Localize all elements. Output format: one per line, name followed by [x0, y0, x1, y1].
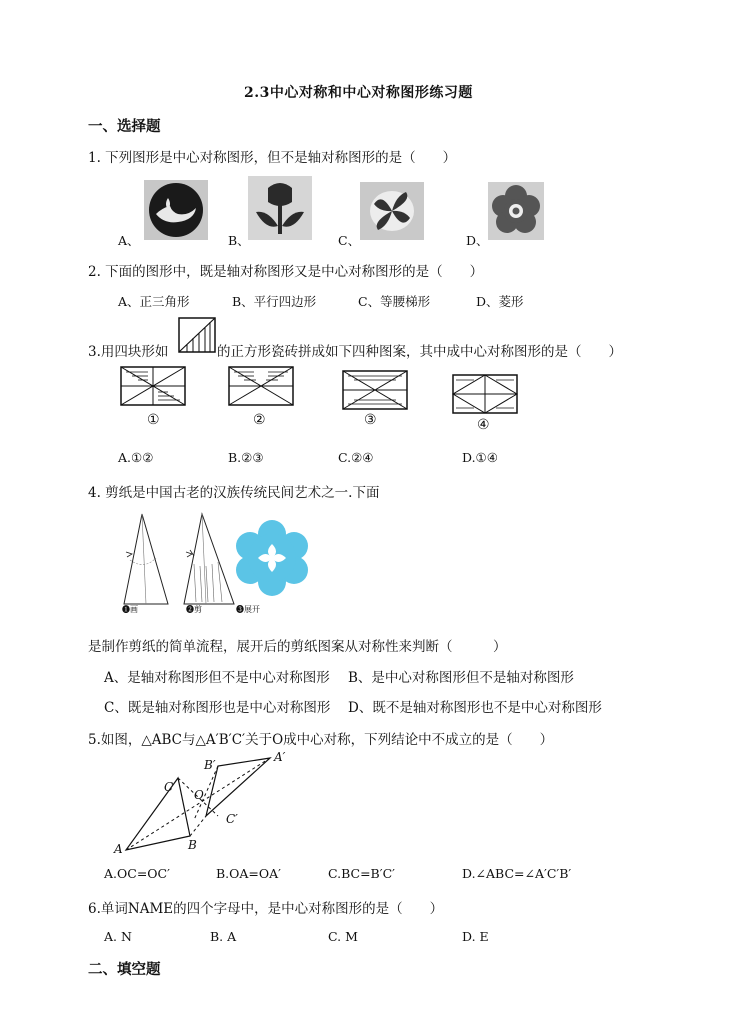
question-5-text: 5.如图，△ABC与△A′B′C′关于O成中心对称，下列结论中不成立的是（ ）: [88, 732, 554, 748]
q6-option-c: C. M: [328, 929, 358, 944]
question-3-text-before: 3.用四块形如: [88, 344, 169, 360]
q6-option-d: D. E: [462, 929, 489, 944]
q3-figure-label-2: ②: [253, 412, 266, 428]
section-heading-choice: 一、选择题: [88, 118, 161, 135]
q1-label-c: C、: [338, 233, 361, 248]
q4-papercut-figure: [116, 512, 316, 616]
question-1-text: 1. 下列图形是中心对称图形，但不是轴对称图形的是（ ）: [88, 150, 457, 166]
q4-step-label-2: ❷剪: [186, 605, 202, 614]
q3-pattern-2: [228, 366, 294, 406]
q3-figure-label-1: ①: [147, 412, 160, 428]
question-6-text: 6.单词NAME的四个字母中，是中心对称图形的是（ ）: [88, 901, 444, 917]
page-title: 2.3中心对称和中心对称图形练习题: [244, 85, 473, 101]
q3-figure-label-4: ④: [477, 417, 490, 433]
q5-option-d: D.∠ABC=∠A′C′B′: [462, 866, 572, 881]
q1-figure-d: [488, 182, 544, 240]
q3-figure-label-3: ③: [364, 412, 377, 428]
q5-point-a: A: [114, 842, 123, 856]
q5-point-b-prime: B′: [204, 758, 216, 772]
q1-figure-b: [248, 176, 312, 240]
q3-option-a: A.①②: [118, 450, 154, 465]
q5-option-a: A.OC=OC′: [104, 866, 170, 881]
q5-point-c: C: [164, 780, 174, 794]
q4-step-label-3: ❸展开: [236, 605, 260, 614]
question-2-text: 2. 下面的图形中，既是轴对称图形又是中心对称图形的是（ ）: [88, 264, 484, 280]
q5-point-c-prime: C′: [226, 812, 238, 826]
q5-option-b: B.OA=OA′: [216, 866, 282, 881]
q5-point-b: B: [188, 838, 197, 852]
q3-pattern-1: [120, 366, 186, 406]
q2-option-d: D、菱形: [476, 294, 524, 309]
q5-point-a-prime: A′: [274, 750, 286, 764]
q5-triangle-figure: [112, 748, 302, 858]
q3-option-c: C.②④: [338, 450, 374, 465]
q4-step-label-1: ❶画: [122, 605, 138, 614]
q6-option-a: A. N: [104, 929, 132, 944]
q1-label-b: B、: [228, 233, 250, 248]
q2-option-c: C、等腰梯形: [358, 294, 431, 309]
q3-tile-icon: [178, 317, 216, 353]
q4-option-d: D、既不是轴对称图形也不是中心对称图形: [348, 700, 602, 716]
q4-option-a: A、是轴对称图形但不是中心对称图形: [104, 670, 330, 686]
q4-option-b: B、是中心对称图形但不是轴对称图形: [348, 670, 574, 686]
q4-option-c: C、既是轴对称图形也是中心对称图形: [104, 700, 331, 716]
question-4-text-continued: 是制作剪纸的简单流程，展开后的剪纸图案从对称性来判断（ ）: [88, 639, 507, 655]
q2-option-b: B、平行四边形: [232, 294, 317, 309]
q3-option-b: B.②③: [228, 450, 264, 465]
question-4-text: 4. 剪纸是中国古老的汉族传统民间艺术之一.下面: [88, 485, 380, 501]
question-3-text-after: 的正方形瓷砖拼成如下四种图案，其中成中心对称图形的是（ ）: [217, 344, 622, 360]
q2-option-a: A、正三角形: [118, 294, 190, 309]
q1-label-a: A、: [118, 233, 140, 248]
q1-figure-a: [144, 180, 208, 240]
q6-option-b: B. A: [210, 929, 237, 944]
q3-pattern-4: [452, 374, 518, 414]
q5-option-c: C.BC=B′C′: [328, 866, 395, 881]
section-heading-fill-in: 二、填空题: [88, 961, 161, 978]
q3-pattern-3: [342, 370, 408, 410]
q5-point-o: O: [194, 788, 204, 802]
q3-option-d: D.①④: [462, 450, 498, 465]
q1-label-d: D、: [466, 233, 489, 248]
q1-figure-c: [360, 182, 424, 240]
